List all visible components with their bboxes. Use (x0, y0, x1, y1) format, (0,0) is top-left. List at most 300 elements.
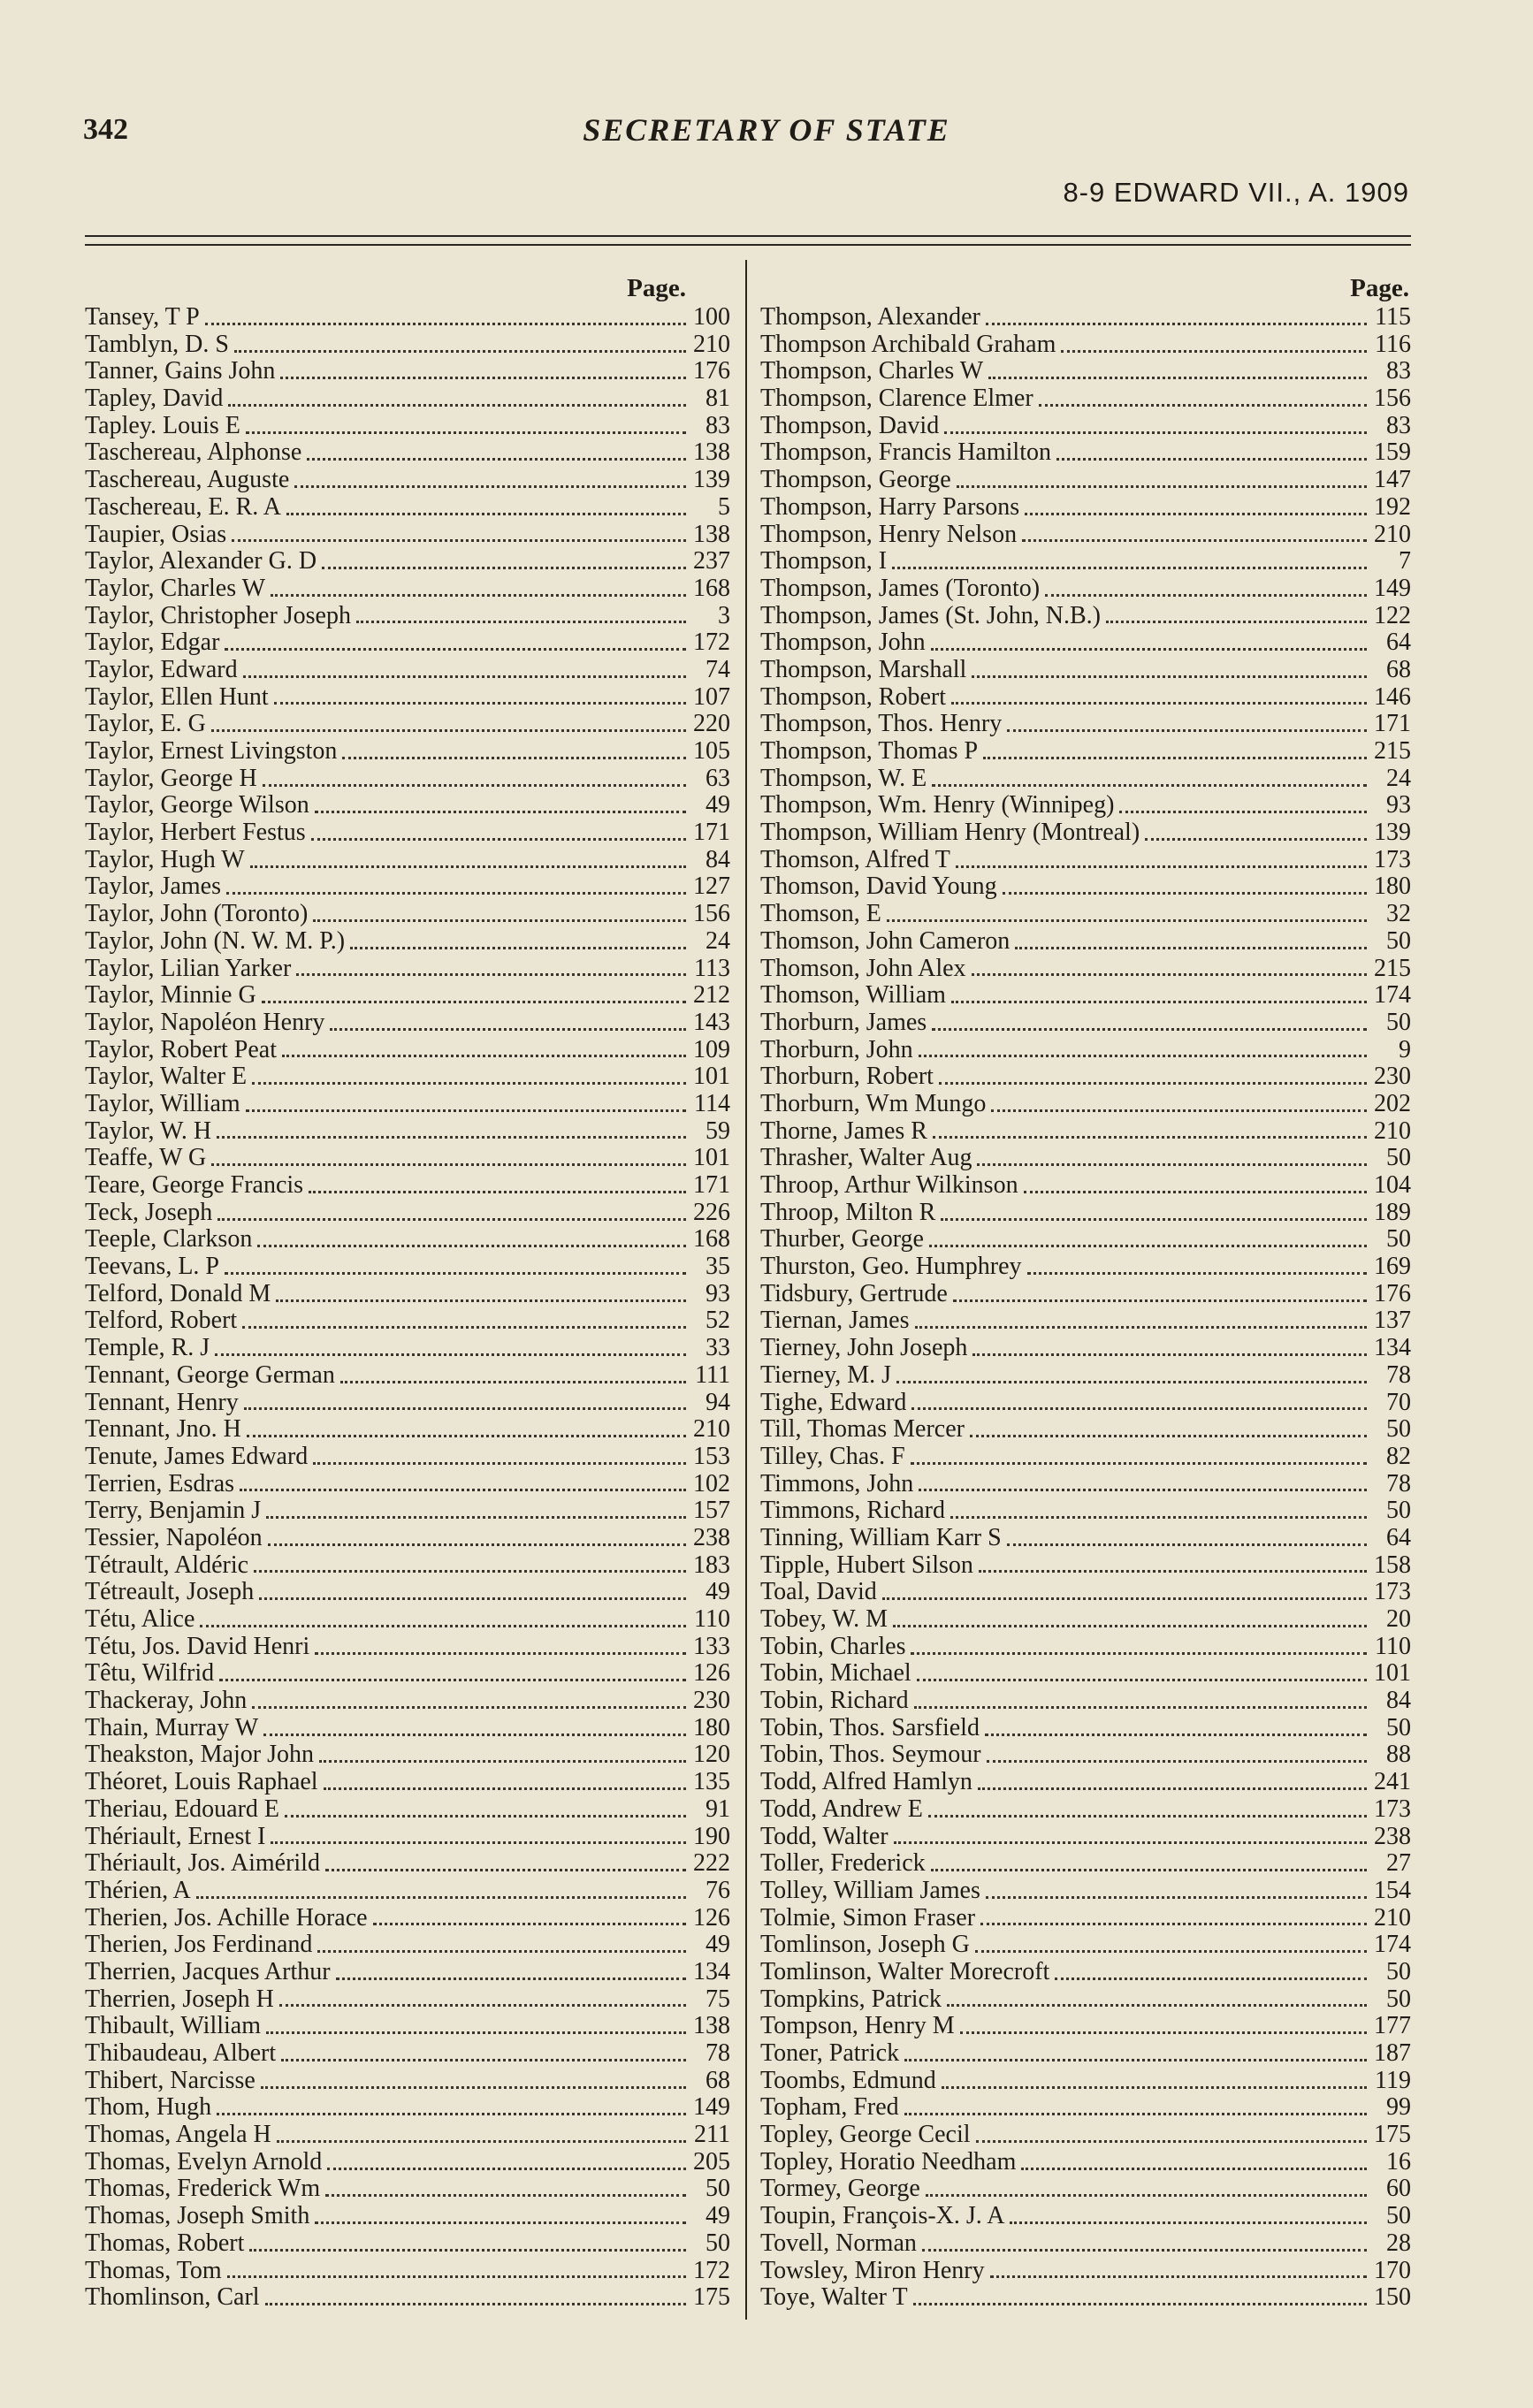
entry-name: Thompson, W. E (760, 764, 927, 792)
index-entry (85, 792, 730, 819)
index-entry (85, 2176, 730, 2203)
dot-leader (217, 1218, 686, 1221)
dot-leader (266, 2031, 686, 2034)
index-entry (85, 1172, 730, 1200)
dot-leader (240, 1489, 686, 1491)
entry-name: Tinning, William Karr S (760, 1523, 1002, 1551)
entry-name: Taylor, W. H (85, 1116, 212, 1145)
index-entry (85, 1525, 730, 1552)
dot-leader (281, 2059, 686, 2061)
index-entry (85, 304, 730, 331)
entry-name: Terry, Benjamin J (85, 1497, 262, 1525)
entry-page: 156 (693, 900, 730, 928)
entry-name: Thibaudeau, Albert (85, 2039, 277, 2067)
dot-leader (219, 1679, 686, 1681)
entry-page: 205 (693, 2147, 730, 2176)
entry-name: Thompson, James (Toronto) (760, 574, 1041, 602)
index-entry (760, 2122, 1411, 2149)
header-rule-top (85, 235, 1411, 237)
index-entry (85, 657, 730, 684)
entry-page: 210 (1374, 1116, 1411, 1145)
entry-name: Tobin, Michael (760, 1659, 911, 1688)
entry-page: 78 (1386, 1360, 1411, 1389)
entry-page: 187 (1374, 2039, 1411, 2067)
entry-name: Thompson, George (760, 466, 951, 494)
right-column-heading: Page. (1350, 274, 1409, 302)
index-entry (760, 901, 1411, 928)
entry-page: 63 (705, 764, 730, 792)
index-entry (760, 1824, 1411, 1851)
entry-page: 183 (693, 1551, 730, 1579)
entry-name: Taylor, William (85, 1089, 240, 1117)
dot-leader (1027, 1272, 1367, 1275)
entry-page: 189 (1374, 1198, 1411, 1226)
index-entry (85, 684, 730, 712)
dot-leader (987, 1760, 1367, 1763)
dot-leader (196, 1896, 686, 1899)
index-entry (760, 1416, 1411, 1444)
entry-page: 238 (693, 1523, 730, 1551)
index-entry (85, 1281, 730, 1308)
entry-page: 100 (693, 303, 730, 331)
entry-name: Taylor, James (85, 873, 221, 901)
entry-name: Tamblyn, D. S (85, 330, 229, 358)
index-entry (85, 2013, 730, 2040)
index-entry (760, 1932, 1411, 1959)
index-entry (760, 522, 1411, 549)
entry-page: 9 (1399, 1035, 1411, 1063)
index-entry (85, 819, 730, 847)
index-entry (760, 494, 1411, 522)
index-entry (760, 1471, 1411, 1498)
index-entry (760, 1145, 1411, 1172)
dot-leader (252, 1706, 686, 1709)
dot-leader (950, 1516, 1367, 1519)
entry-page: 3 (718, 601, 730, 629)
entry-page: 127 (693, 873, 730, 901)
right-column (760, 272, 1411, 2312)
entry-name: Tilley, Chas. F (760, 1442, 905, 1470)
index-entry (85, 629, 730, 657)
dot-leader (294, 485, 686, 488)
index-entry (760, 1796, 1411, 1824)
entry-name: Tansey, T P (85, 303, 200, 331)
index-entry (760, 439, 1411, 467)
dot-leader (217, 2113, 686, 2115)
dot-leader (1106, 621, 1367, 623)
dot-leader (225, 648, 686, 651)
entry-page: 169 (1374, 1253, 1411, 1281)
entry-page: 171 (1374, 710, 1411, 738)
entry-page: 93 (705, 1279, 730, 1307)
dot-leader (1022, 539, 1367, 542)
entry-page: 220 (693, 710, 730, 738)
entry-page: 109 (693, 1035, 730, 1063)
entry-name: Théoret, Louis Raphael (85, 1768, 318, 1796)
index-entry (85, 1905, 730, 1932)
dot-leader (960, 2031, 1367, 2034)
dot-leader (1056, 458, 1367, 461)
entry-page: 64 (1386, 629, 1411, 657)
entry-page: 175 (693, 2283, 730, 2312)
entry-page: 35 (705, 1253, 730, 1281)
entry-page: 222 (693, 1849, 730, 1878)
entry-page: 173 (1374, 1578, 1411, 1606)
dot-leader (929, 1245, 1367, 1247)
index-entry (85, 1606, 730, 1634)
index-entry (760, 1634, 1411, 1661)
index-entry (760, 1850, 1411, 1878)
entry-page: 149 (693, 2093, 730, 2122)
index-entry (85, 1878, 730, 1905)
dot-leader (247, 1435, 686, 1437)
entry-page: 149 (1374, 574, 1411, 602)
entry-name: Todd, Andrew E (760, 1795, 923, 1823)
index-entry (85, 1037, 730, 1064)
index-entry (760, 1037, 1411, 1064)
dot-leader (1003, 892, 1367, 895)
index-entry (760, 1335, 1411, 1362)
dot-leader (336, 1977, 686, 1980)
index-entry (760, 1362, 1411, 1390)
entry-name: Tennant, Henry (85, 1388, 239, 1416)
entry-name: Thrasher, Walter Aug (760, 1144, 972, 1172)
dot-leader (342, 757, 686, 759)
index-entry (85, 603, 730, 630)
dot-leader (315, 811, 686, 813)
index-entry (85, 1471, 730, 1498)
entry-page: 171 (693, 1171, 730, 1199)
entry-page: 138 (693, 2012, 730, 2040)
entry-name: Till, Thomas Mercer (760, 1415, 965, 1444)
index-entry (760, 2284, 1411, 2312)
entry-page: 102 (693, 1469, 730, 1497)
index-entry (85, 548, 730, 575)
entry-name: Tanner, Gains John (85, 357, 276, 385)
entry-page: 126 (693, 1903, 730, 1932)
entry-page: 176 (693, 357, 730, 385)
index-entry (760, 1063, 1411, 1091)
dot-leader (242, 1326, 686, 1329)
dot-leader (243, 675, 686, 678)
dot-leader (330, 1028, 686, 1031)
entry-name: Tomlinson, Joseph G (760, 1931, 970, 1959)
dot-leader (227, 2275, 686, 2278)
entry-name: Topley, Horatio Needham (760, 2147, 1017, 2176)
entry-name: Tobin, Richard (760, 1687, 909, 1715)
dot-leader (919, 1489, 1367, 1491)
index-entry (85, 1444, 730, 1471)
entry-name: Teevans, L. P (85, 1253, 220, 1281)
dot-leader (268, 1543, 686, 1546)
entry-name: Taschereau, Alphonse (85, 438, 302, 467)
entry-page: 50 (1386, 1985, 1411, 2013)
entry-name: Tobin, Charles (760, 1632, 906, 1660)
dot-leader (200, 1625, 686, 1627)
entry-page: 104 (1374, 1171, 1411, 1199)
index-entry (85, 2068, 730, 2095)
entry-page: 50 (1386, 1497, 1411, 1525)
index-entry (760, 956, 1411, 983)
entry-name: Taylor, Walter E (85, 1063, 248, 1091)
entry-page: 27 (1386, 1849, 1411, 1878)
index-entry (760, 2040, 1411, 2068)
entry-page: 76 (705, 1876, 730, 1904)
entry-page: 101 (693, 1144, 730, 1172)
entry-page: 153 (693, 1442, 730, 1470)
entry-page: 190 (693, 1822, 730, 1850)
index-entry (85, 1226, 730, 1254)
entry-name: Thomas, Joseph Smith (85, 2202, 310, 2230)
index-entry (85, 2040, 730, 2068)
dot-leader (259, 1597, 686, 1600)
dot-leader (373, 1923, 686, 1925)
entry-name: Teeple, Clarkson (85, 1225, 253, 1254)
index-entry (760, 1444, 1411, 1471)
dot-leader (244, 1407, 686, 1410)
dot-leader (931, 1869, 1367, 1871)
index-entry (760, 2203, 1411, 2230)
entry-page: 137 (1374, 1307, 1411, 1335)
entry-page: 111 (695, 1360, 730, 1389)
index-entry (760, 847, 1411, 874)
entry-page: 122 (1374, 601, 1411, 629)
dot-leader (977, 1163, 1367, 1166)
entry-name: Taylor, Edward (85, 655, 238, 683)
dot-leader (282, 1055, 686, 1057)
entry-name: Thomson, John Alex (760, 954, 966, 982)
entry-page: 173 (1374, 1795, 1411, 1823)
dot-leader (1119, 811, 1367, 813)
index-entry (85, 901, 730, 928)
entry-page: 238 (1374, 1822, 1411, 1850)
index-entry (760, 2013, 1411, 2040)
entry-page: 59 (705, 1116, 730, 1145)
dot-leader (307, 458, 686, 461)
entry-name: Taylor, Christopher Joseph (85, 601, 351, 629)
dot-leader (887, 919, 1367, 922)
entry-name: Taylor, George Wilson (85, 791, 309, 819)
index-entry (85, 956, 730, 983)
entry-name: Toupin, François-X. J. A (760, 2202, 1005, 2230)
header-rule-bottom (85, 244, 1411, 246)
entry-name: Thomlinson, Carl (85, 2283, 260, 2312)
entry-name: Têtu, Wilfrid (85, 1659, 215, 1688)
dot-leader (917, 1679, 1367, 1681)
dot-leader (970, 1435, 1367, 1437)
left-index-list (85, 304, 730, 2312)
dot-leader (252, 1082, 686, 1085)
entry-name: Thompson, Clarence Elmer (760, 385, 1033, 413)
dot-leader (893, 1625, 1367, 1627)
entry-page: 113 (694, 954, 730, 982)
entry-page: 215 (1374, 954, 1411, 982)
entry-page: 78 (705, 2039, 730, 2067)
entry-name: Taylor, Lilian Yarker (85, 954, 292, 982)
entry-name: Tessier, Napoléon (85, 1523, 263, 1551)
index-entry (85, 358, 730, 385)
entry-name: Thompson, Harry Parsons (760, 492, 1020, 521)
dot-leader (972, 675, 1367, 678)
dot-leader (246, 431, 686, 434)
index-entry (760, 1497, 1411, 1525)
index-entry (760, 1118, 1411, 1146)
entry-name: Tormey, George (760, 2175, 920, 2203)
dot-leader (986, 323, 1367, 325)
dot-leader (957, 485, 1367, 488)
entry-name: Taylor, Ellen Hunt (85, 682, 269, 711)
entry-page: 143 (693, 1008, 730, 1036)
dot-leader (271, 594, 686, 597)
dot-leader (980, 1923, 1367, 1925)
dot-leader (262, 1001, 686, 1003)
entry-page: 49 (705, 791, 730, 819)
index-entry (760, 738, 1411, 766)
entry-page: 105 (693, 737, 730, 765)
index-entry (760, 711, 1411, 738)
dot-leader (1010, 2221, 1367, 2224)
index-entry (760, 1741, 1411, 1769)
dot-leader (904, 2113, 1367, 2115)
entry-name: Throop, Milton R (760, 1198, 936, 1226)
index-entry (760, 1688, 1411, 1715)
entry-page: 133 (693, 1632, 730, 1660)
entry-page: 84 (705, 845, 730, 873)
entry-page: 202 (1374, 1089, 1411, 1117)
entry-name: Todd, Alfred Hamlyn (760, 1768, 972, 1796)
dot-leader (285, 1815, 686, 1817)
entry-name: Thompson, Robert (760, 682, 946, 711)
entry-name: Tétu, Jos. David Henri (85, 1632, 310, 1660)
index-entry (760, 385, 1411, 413)
index-entry (760, 982, 1411, 1010)
index-entry (85, 1145, 730, 1172)
entry-name: Theriau, Edouard E (85, 1795, 280, 1823)
dot-leader (942, 2086, 1367, 2089)
dot-leader (250, 865, 686, 868)
entry-name: Thompson, John (760, 629, 926, 657)
index-entry (760, 575, 1411, 603)
entry-page: 180 (693, 1713, 730, 1741)
dot-leader (896, 1381, 1367, 1383)
index-entry (760, 1226, 1411, 1254)
entry-name: Tierney, John Joseph (760, 1334, 968, 1362)
dot-leader (356, 621, 686, 623)
dot-leader (911, 1462, 1367, 1465)
index-entry (85, 1715, 730, 1742)
entry-name: Thérien, A (85, 1876, 191, 1904)
entry-name: Tobey, W. M (760, 1605, 889, 1633)
entry-name: Thorburn, John (760, 1035, 913, 1063)
entry-page: 68 (705, 2066, 730, 2094)
index-entry (760, 331, 1411, 359)
dot-leader (894, 1841, 1367, 1844)
entry-name: Thorburn, Robert (760, 1063, 934, 1091)
index-entry (85, 439, 730, 467)
entry-page: 210 (1374, 520, 1411, 548)
index-entry (85, 711, 730, 738)
entry-name: Tiernan, James (760, 1307, 910, 1335)
entry-page: 241 (1374, 1768, 1411, 1796)
entry-page: 50 (1386, 1957, 1411, 1985)
entry-page: 94 (705, 1388, 730, 1416)
entry-name: Toye, Walter T (760, 2283, 908, 2312)
dot-leader (1021, 2168, 1367, 2170)
entry-page: 176 (1374, 1279, 1411, 1307)
entry-name: Thompson Archibald Graham (760, 330, 1056, 358)
dot-leader (286, 513, 686, 515)
entry-name: Tenute, James Edward (85, 1442, 309, 1470)
index-entry (85, 873, 730, 901)
index-entry (760, 2094, 1411, 2122)
index-entry (760, 1172, 1411, 1200)
index-entry (85, 847, 730, 874)
dot-leader (919, 1055, 1367, 1057)
dot-leader (976, 2140, 1367, 2143)
dot-leader (266, 1516, 686, 1519)
dot-leader (296, 973, 686, 976)
entry-page: 75 (705, 1985, 730, 2013)
index-entry (85, 2203, 730, 2230)
entry-page: 70 (1386, 1388, 1411, 1416)
entry-page: 78 (1386, 1469, 1411, 1497)
entry-page: 83 (1386, 357, 1411, 385)
dot-leader (215, 1353, 686, 1356)
entry-page: 60 (1386, 2175, 1411, 2203)
dot-leader (261, 2086, 686, 2089)
index-entry (85, 2094, 730, 2122)
dot-leader (340, 1381, 686, 1383)
entry-name: Thorne, James R (760, 1116, 927, 1145)
entry-page: 174 (1374, 1931, 1411, 1959)
entry-page: 237 (693, 547, 730, 575)
entry-name: Toner, Patrick (760, 2039, 900, 2067)
dot-leader (953, 1299, 1367, 1302)
entry-name: Timmons, John (760, 1469, 914, 1497)
index-entry (85, 1307, 730, 1335)
entry-page: 33 (705, 1334, 730, 1362)
entry-name: Therien, Jos Ferdinand (85, 1931, 313, 1959)
dot-leader (263, 784, 686, 787)
entry-name: Throop, Arthur Wilkinson (760, 1171, 1018, 1199)
entry-name: Thériault, Ernest I (85, 1822, 266, 1850)
entry-name: Toal, David (760, 1578, 877, 1606)
index-entry (85, 1932, 730, 1959)
dot-leader (939, 1082, 1367, 1085)
dot-leader (211, 729, 686, 732)
entry-name: Taylor, George H (85, 764, 257, 792)
entry-name: Therrien, Joseph H (85, 1985, 274, 2013)
dot-leader (315, 1652, 686, 1655)
index-entry (760, 1769, 1411, 1796)
entry-name: Thompson, David (760, 411, 940, 439)
dot-leader (990, 2275, 1367, 2278)
index-entry (760, 2258, 1411, 2285)
dot-leader (944, 431, 1367, 434)
index-entry (85, 1660, 730, 1688)
index-entry (85, 928, 730, 956)
entry-page: 138 (693, 438, 730, 467)
index-entry (760, 2068, 1411, 2095)
dot-leader (257, 1245, 686, 1247)
index-entry (85, 385, 730, 413)
index-entry (85, 2284, 730, 2312)
dot-leader (324, 1787, 686, 1790)
entry-name: Thompson, Thos. Henry (760, 710, 1003, 738)
index-entry (760, 1525, 1411, 1552)
index-entry (85, 2258, 730, 2285)
entry-page: 50 (1386, 1144, 1411, 1172)
